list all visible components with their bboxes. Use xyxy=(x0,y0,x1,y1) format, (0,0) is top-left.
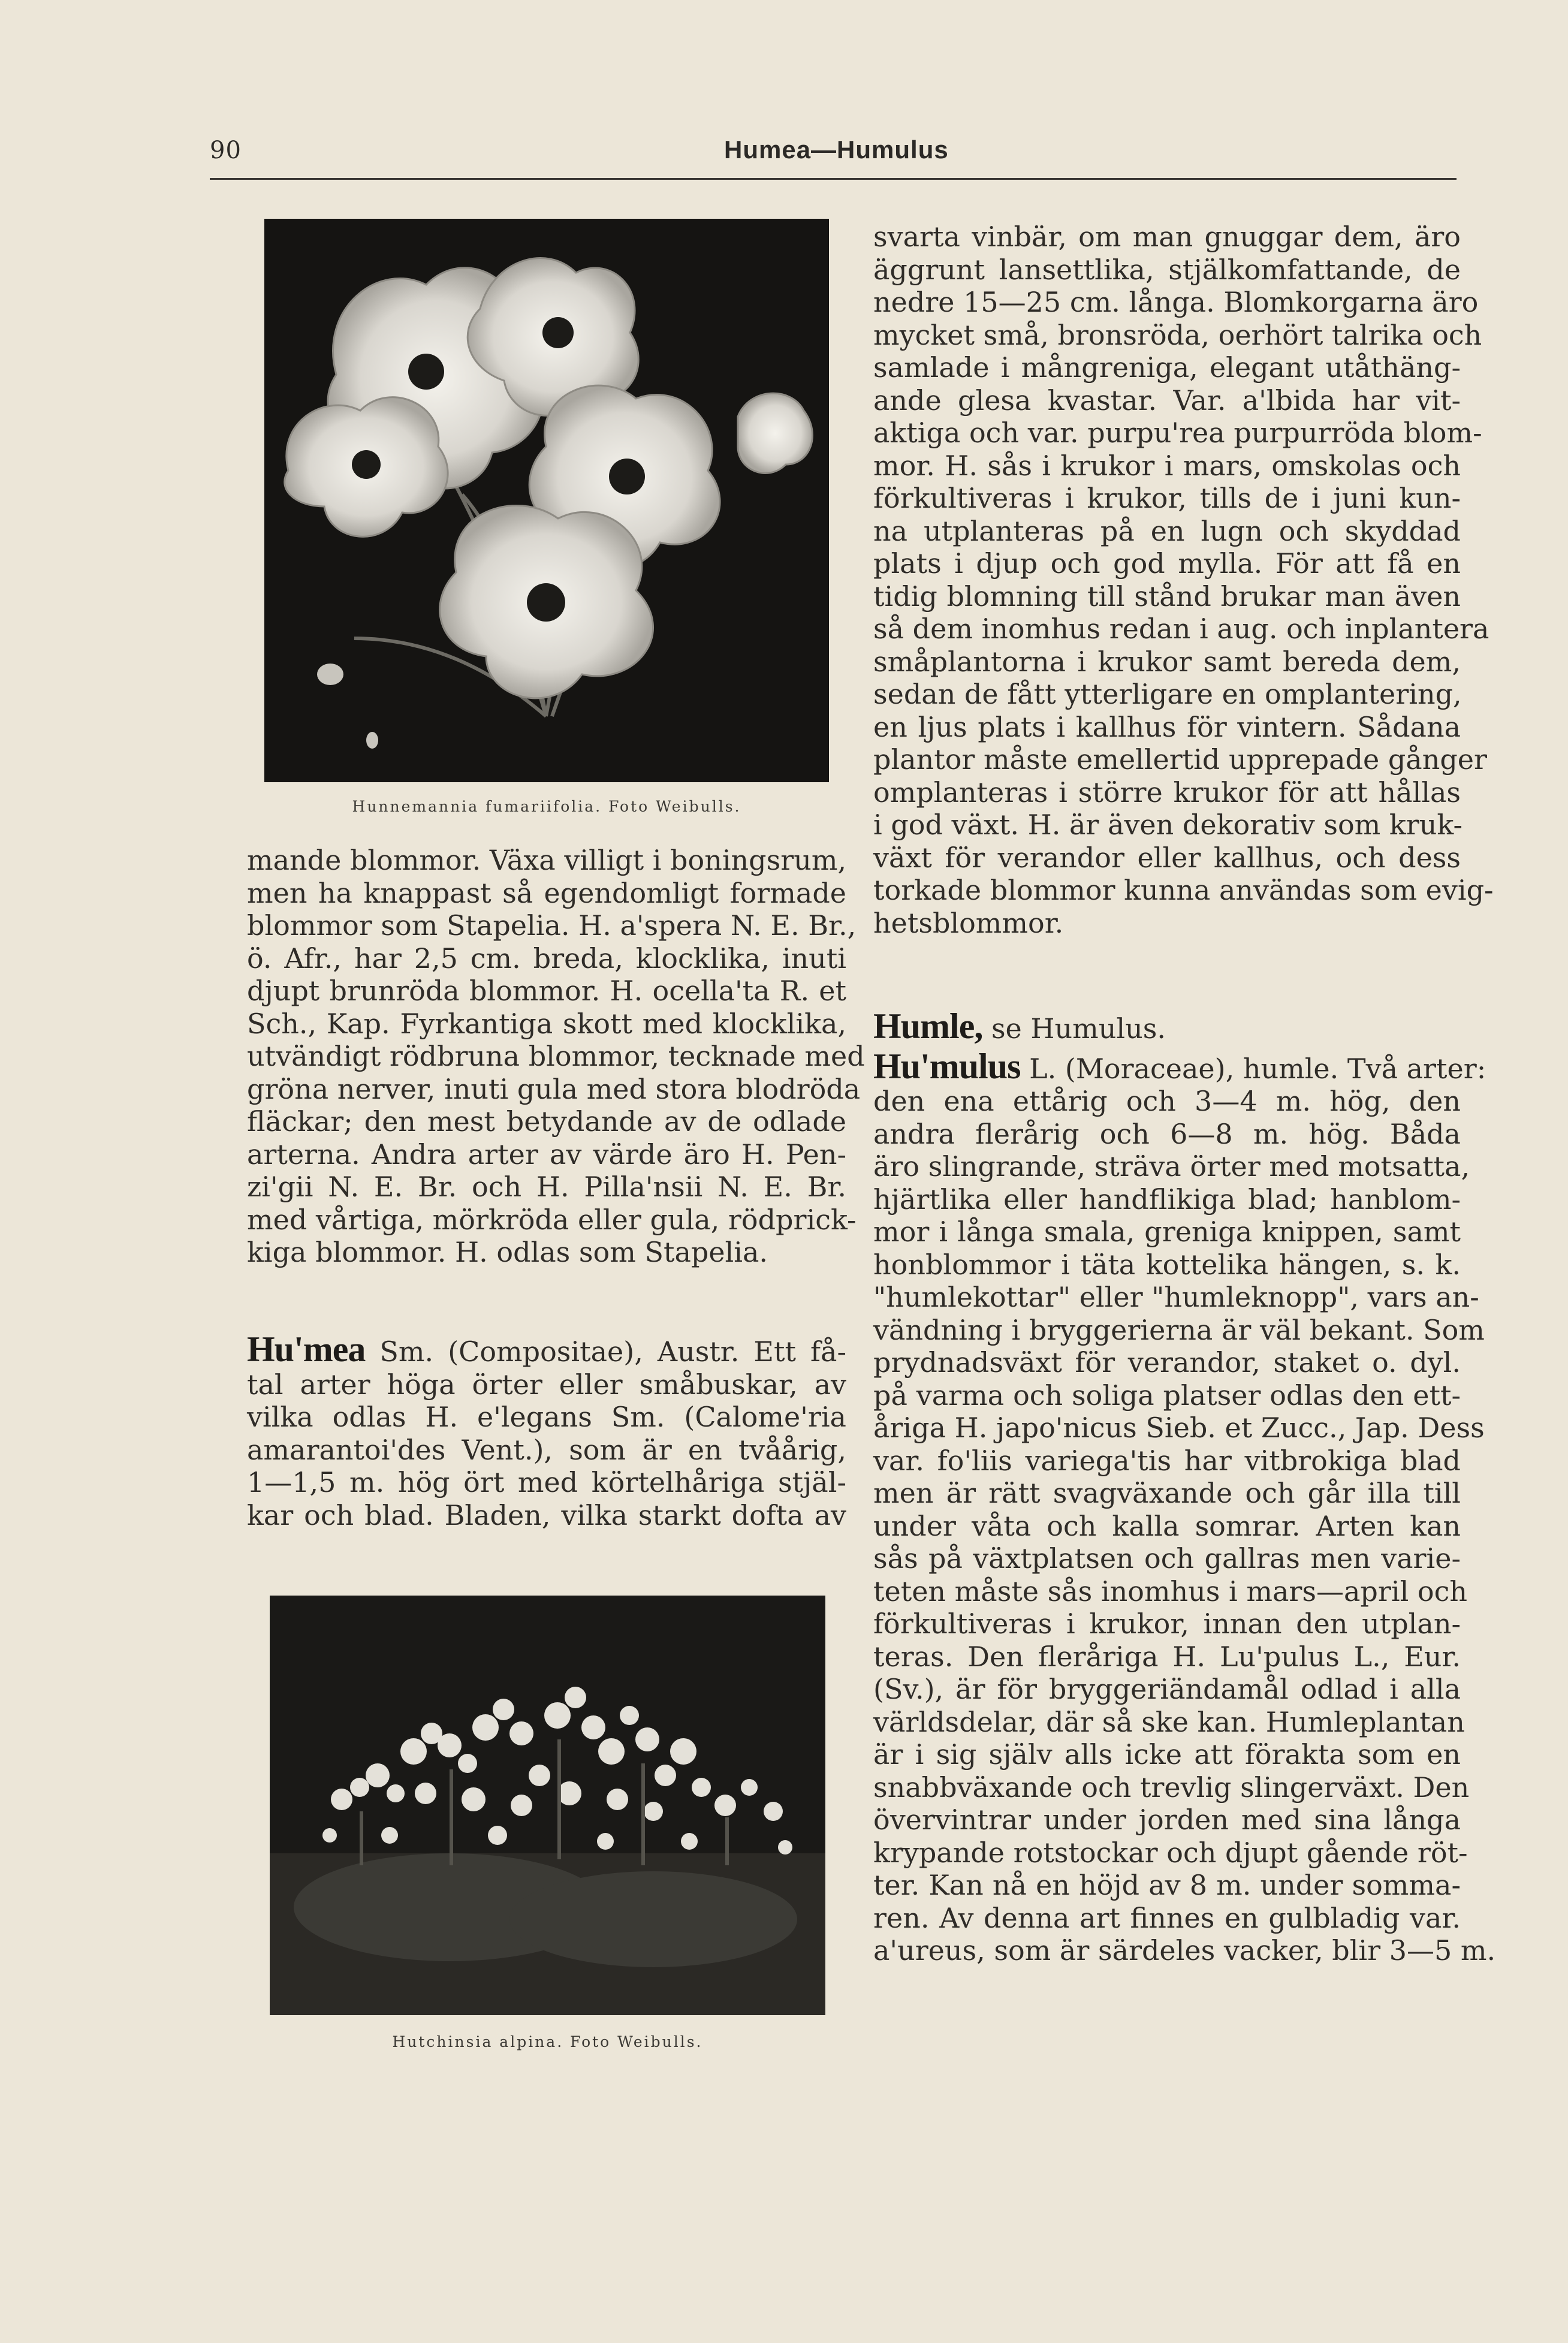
text-line: Sch., Kap. Fyrkantiga skott med klocklika, xyxy=(247,1007,846,1040)
text-line: växt för verandor eller kallhus, och dess xyxy=(873,841,1461,874)
humulus-entries xyxy=(873,1006,1496,1967)
text-line: vändning i bryggerierna är väl bekant. Som xyxy=(873,1313,1485,1346)
text-line: ter. Kan nå en höjd av 8 m. under somma- xyxy=(873,1869,1461,1901)
text-line: sås på växtplatsen och gallras men varie- xyxy=(873,1542,1461,1575)
text-line xyxy=(873,1006,1461,1046)
text-line: krypande rotstockar och djupt gående röt- xyxy=(873,1836,1468,1869)
text-line: i god växt. H. är även dekorativ som kruk- xyxy=(873,809,1463,841)
text-line: äggrunt lansettlika, stjälkomfattande, de xyxy=(873,253,1461,286)
text-line: åriga H. japo'nicus Sieb. et Zucc., Jap. Dess xyxy=(873,1412,1485,1444)
humea-entry xyxy=(247,1329,846,1531)
header-rule xyxy=(210,178,1457,180)
text-line: gröna nerver, inuti gula med stora blodröda xyxy=(247,1072,861,1105)
text-line: så dem inomhus redan i aug. och inplantera xyxy=(873,613,1489,645)
text-line: var. fo'liis variega'tis har vitbrokiga blad xyxy=(873,1444,1461,1477)
text-line: med vårtiga, mörkröda eller gula, rödprick- xyxy=(247,1203,857,1236)
hunnemannia-photo xyxy=(264,219,829,782)
text-line: kar och blad. Bladen, vilka starkt dofta av xyxy=(247,1498,846,1531)
text-line xyxy=(873,1046,1486,1086)
text-line: "humlekottar" eller "humleknopp", vars an- xyxy=(873,1281,1479,1313)
entry-headword: Hu'mulus xyxy=(873,1046,1021,1086)
entry-text: Sm. (Compositae), Austr. Ett få- xyxy=(379,1335,846,1368)
text-line: amarantoi'des Vent.), som är en tvåårig, xyxy=(247,1433,846,1466)
text-line: under våta och kalla somrar. Arten kan xyxy=(873,1509,1461,1542)
text-line: förkultiveras i krukor, tills de i juni kun- xyxy=(873,482,1461,514)
text-line: blommor som Stapelia. H. a'spera N. E. Br., xyxy=(247,909,857,942)
text-line: zi'gii N. E. Br. och H. Pilla'nsii N. E. Br. xyxy=(247,1171,846,1203)
text-line: mor. H. sås i krukor i mars, omskolas och xyxy=(873,449,1461,482)
text-line: teras. Den fleråriga H. Lu'pulus L., Eur. xyxy=(873,1640,1461,1673)
text-line: plantor måste emellertid upprepade gånger xyxy=(873,743,1487,776)
text-line: på varma och soliga platser odlas den ett- xyxy=(873,1379,1461,1412)
text-line: aktiga och var. purpu'rea purpurröda blom- xyxy=(873,417,1482,449)
text-line: småplantorna i krukor samt bereda dem, xyxy=(873,645,1461,678)
figure-caption: Hutchinsia alpina. Foto Weibulls. xyxy=(392,2033,703,2050)
text-line: hetsblommor. xyxy=(873,906,1064,939)
text-line: mycket små, bronsröda, oerhört talrika och xyxy=(873,318,1482,351)
text-line: tidig blomning till stånd brukar man även xyxy=(873,580,1461,613)
text-line: teten måste sås inomhus i mars—april och xyxy=(873,1575,1467,1608)
text-line: kiga blommor. H. odlas som Stapelia. xyxy=(247,1236,768,1268)
text-line: en ljus plats i kallhus för vintern. Sådana xyxy=(873,710,1461,743)
text-line: sedan de fått ytterligare en omplantering, xyxy=(873,678,1462,710)
text-line: är i sig själv alls icke att förakta som en xyxy=(873,1738,1461,1771)
text-line: na utplanteras på en lugn och skyddad xyxy=(873,514,1461,547)
entry-text: se Humulus. xyxy=(991,1012,1166,1045)
text-line: torkade blommor kunna användas som evig- xyxy=(873,874,1494,906)
text-line: ö. Afr., har 2,5 cm. breda, klocklika, inuti xyxy=(247,942,846,975)
left-column-text xyxy=(247,844,865,1269)
text-line: ren. Av denna art finnes en gulbladig var. xyxy=(873,1901,1461,1934)
text-line: mor i långa smala, greniga knippen, samt xyxy=(873,1216,1461,1248)
text-line: a'ureus, som är särdeles vacker, blir 3—5 m. xyxy=(873,1934,1496,1967)
text-line: äro slingrande, sträva örter med motsatta, xyxy=(873,1150,1470,1183)
text-line: utvändigt rödbruna blommor, tecknade med xyxy=(247,1040,865,1072)
right-column-text xyxy=(873,221,1494,939)
entry-headword: Humle, xyxy=(873,1006,983,1046)
text-line: men är rätt svagväxande och går illa till xyxy=(873,1477,1461,1509)
page-number: 90 xyxy=(210,137,242,164)
entry-text: L. (Moraceae), humle. Två arter: xyxy=(1029,1052,1486,1085)
hutchinsia-photo xyxy=(270,1596,825,2015)
text-line: ande glesa kvastar. Var. a'lbida har vit- xyxy=(873,384,1461,417)
text-line: plats i djup och god mylla. För att få en xyxy=(873,547,1461,580)
text-line: övervintrar under jorden med sina långa xyxy=(873,1804,1461,1836)
text-line: svarta vinbär, om man gnuggar dem, äro xyxy=(873,221,1461,253)
text-line: (Sv.), är för bryggeriändamål odlad i alla xyxy=(873,1673,1461,1705)
running-head: Humea—Humulus xyxy=(724,135,949,164)
text-line: mande blommor. Växa villigt i boningsrum, xyxy=(247,844,847,876)
text-line: 1—1,5 m. hög ört med körtelhåriga stjäl- xyxy=(247,1466,846,1498)
text-line: snabbväxande och trevlig slingerväxt. Den xyxy=(873,1771,1470,1804)
text-line: honblommor i täta kottelika hängen, s. k. xyxy=(873,1248,1461,1281)
text-line: andra flerårig och 6—8 m. hög. Båda xyxy=(873,1117,1461,1150)
text-line: men ha knappast så egendomligt formade xyxy=(247,876,846,909)
text-line: prydnadsväxt för verandor, staket o. dyl. xyxy=(873,1346,1461,1379)
text-line: tal arter höga örter eller småbuskar, av xyxy=(247,1368,846,1401)
text-line: djupt brunröda blommor. H. ocella'ta R. et xyxy=(247,975,846,1007)
figure-caption: Hunnemannia fumariifolia. Foto Weibulls. xyxy=(352,798,741,815)
text-line: den ena ettårig och 3—4 m. hög, den xyxy=(873,1085,1461,1117)
text-line: vilka odlas H. e'legans Sm. (Calome'ria xyxy=(247,1401,846,1433)
text-line: arterna. Andra arter av värde äro H. Pen- xyxy=(247,1138,846,1171)
text-line: samlade i mångreniga, elegant utåthäng- xyxy=(873,351,1461,384)
text-line: nedre 15—25 cm. långa. Blomkorgarna äro xyxy=(873,286,1479,318)
text-line: fläckar; den mest betydande av de odlade xyxy=(247,1105,846,1138)
text-line: omplanteras i större krukor för att hållas xyxy=(873,776,1461,809)
text-line xyxy=(247,1329,846,1369)
text-line: världsdelar, där så ske kan. Humleplantan xyxy=(873,1705,1465,1738)
entry-headword: Hu'mea xyxy=(247,1329,366,1369)
text-line: hjärtlika eller handflikiga blad; hanblom- xyxy=(873,1183,1461,1216)
text-line: förkultiveras i krukor, innan den utplan- xyxy=(873,1608,1461,1640)
